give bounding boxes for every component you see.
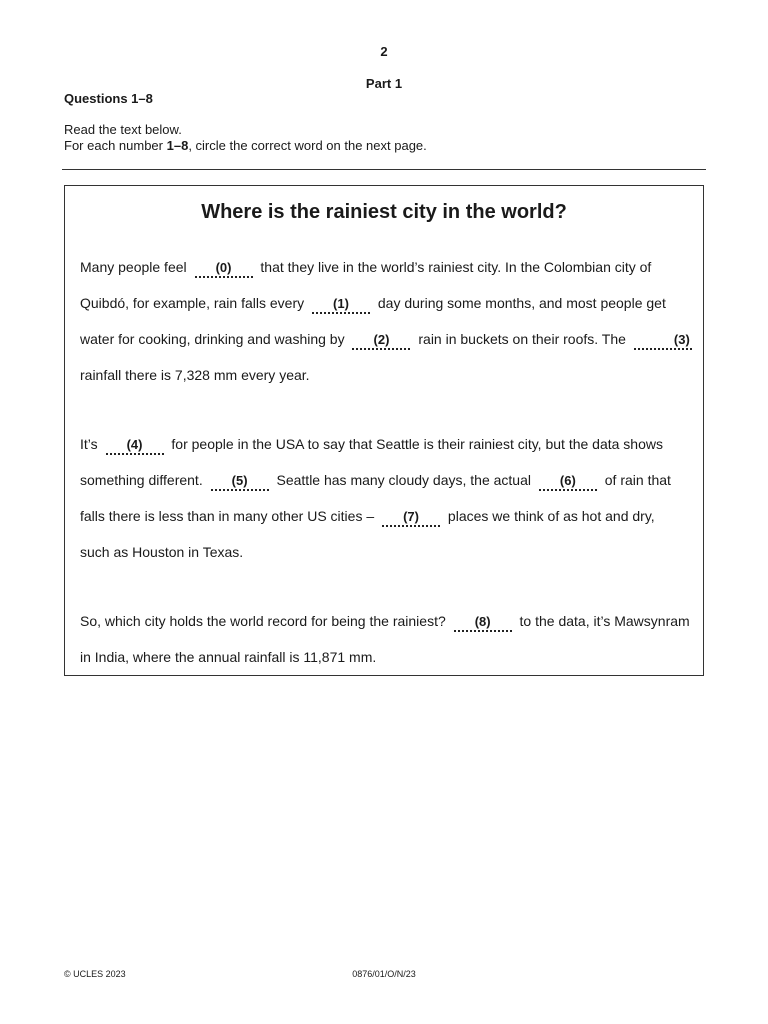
gap-5: (5)	[211, 473, 269, 491]
text-segment: for people in the USA to say that Seattle is their rainiest city, but the data shows	[171, 436, 663, 452]
text-segment: places we think of as hot and dry,	[447, 508, 655, 524]
paragraph-2	[80, 426, 700, 570]
gap-7: (7)	[382, 509, 440, 527]
instruction-range: 1–8	[166, 138, 189, 153]
gap-3: (3)	[634, 332, 692, 350]
text-segment: such as Houston in Texas.	[80, 544, 244, 560]
gap-6: (6)	[539, 473, 597, 491]
text-segment: Seattle has many cloudy days, the actual	[276, 472, 531, 488]
text-segment: day during some months, and most people get	[377, 295, 666, 311]
gap-2: (2)	[352, 332, 410, 350]
page-number: 2	[380, 44, 388, 59]
instruction-text: , circle the correct word on the next page.	[188, 138, 427, 153]
gap-4: (4)	[106, 437, 164, 455]
text-segment: water for cooking, drinking and washing by	[80, 331, 345, 347]
text-segment: rain in buckets on their roofs. The	[418, 331, 626, 347]
text-segment: So, which city holds the world record for being the rainiest?	[80, 613, 446, 629]
instruction-line-2	[64, 138, 427, 154]
gap-1: (1)	[312, 296, 370, 314]
paragraph-1	[80, 249, 700, 393]
text-segment: Quibdó, for example, rain falls every	[80, 295, 305, 311]
article-body	[80, 249, 700, 675]
text-segment: falls there is less than in many other US cities –	[80, 508, 375, 524]
text-segment: Many people feel	[80, 259, 187, 275]
text-segment: to the data, it’s Mawsynram	[519, 613, 690, 629]
footer-copyright: © UCLES 2023	[64, 969, 126, 979]
gap-0: (0)	[195, 260, 253, 278]
footer-code: 0876/01/O/N/23	[352, 969, 416, 979]
text-segment: in India, where the annual rainfall is 11,871 mm.	[80, 649, 377, 665]
text-segment: rainfall there is 7,328 mm every year.	[80, 367, 310, 383]
gap-8: (8)	[454, 614, 512, 632]
text-segment: something different.	[80, 472, 203, 488]
paragraph-3	[80, 603, 700, 675]
questions-heading: Questions 1–8	[64, 91, 153, 106]
article-title: Where is the rainiest city in the world?	[201, 201, 567, 223]
instructions	[64, 122, 427, 154]
text-segment: of rain that	[604, 472, 671, 488]
instruction-text: For each number	[64, 138, 167, 153]
divider-line	[62, 169, 706, 170]
part-heading: Part 1	[365, 76, 403, 91]
text-segment: It’s	[80, 436, 98, 452]
text-segment: that they live in the world’s rainiest city. In the Colombian city of	[260, 259, 652, 275]
instruction-line-1: Read the text below.	[64, 122, 182, 137]
